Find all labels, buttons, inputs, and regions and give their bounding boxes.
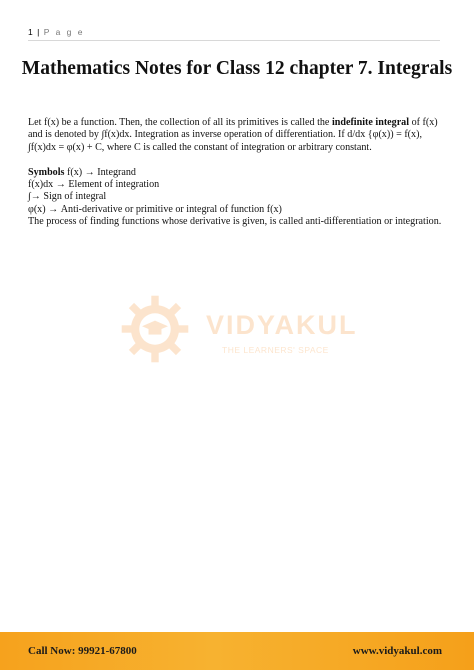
gear-logo-icon: [118, 292, 192, 366]
symbols-line-3: ∫→ Sign of integral: [28, 191, 107, 203]
symbols-line-1: [28, 167, 442, 179]
symbols-line-4: φ(x) → Anti-derivative or primitive or integral of function f(x): [28, 203, 282, 215]
symbols-line-5: The process of finding functions whose derivative is given, is called anti-differentiation or integration.: [28, 216, 442, 228]
header-separator: |: [37, 27, 40, 37]
watermark-brand: VIDYAKUL: [206, 310, 358, 340]
intro-text-2: of f(x) and is denoted by ∫f(x)dx. Integration as inverse operation of differentiation. If d/dx {φ(x)) = f(x), ∫f(x)dx = φ(x) + C, where C is called the constant of integration or arbitrary constant.: [28, 117, 438, 153]
watermark-tagline: THE LEARNERS' SPACE: [222, 345, 329, 355]
footer-bar: [0, 632, 474, 670]
intro-text-1: Let f(x) be a function. Then, the collection of all its primitives is called the: [28, 117, 332, 128]
symbols-heading: Symbols: [28, 166, 65, 178]
page-word: P a g e: [43, 27, 85, 37]
page-number: 1: [28, 27, 33, 37]
document-title: Mathematics Notes for Class 12 chapter 7. Integrals: [21, 58, 453, 79]
document-body: [28, 117, 442, 228]
intro-paragraph: [28, 117, 442, 154]
symbols-line-2: f(x)dx → Element of integration: [28, 179, 160, 191]
call-now-text: Call Now: 99921-67800: [28, 645, 137, 657]
website-link[interactable]: www.vidyakul.com: [352, 645, 442, 657]
intro-bold-term: indefinite integral: [331, 117, 410, 128]
vidyakul-watermark: [118, 290, 378, 380]
page-header: [28, 27, 440, 41]
symbols-integrand: f(x) → Integrand: [64, 166, 136, 178]
